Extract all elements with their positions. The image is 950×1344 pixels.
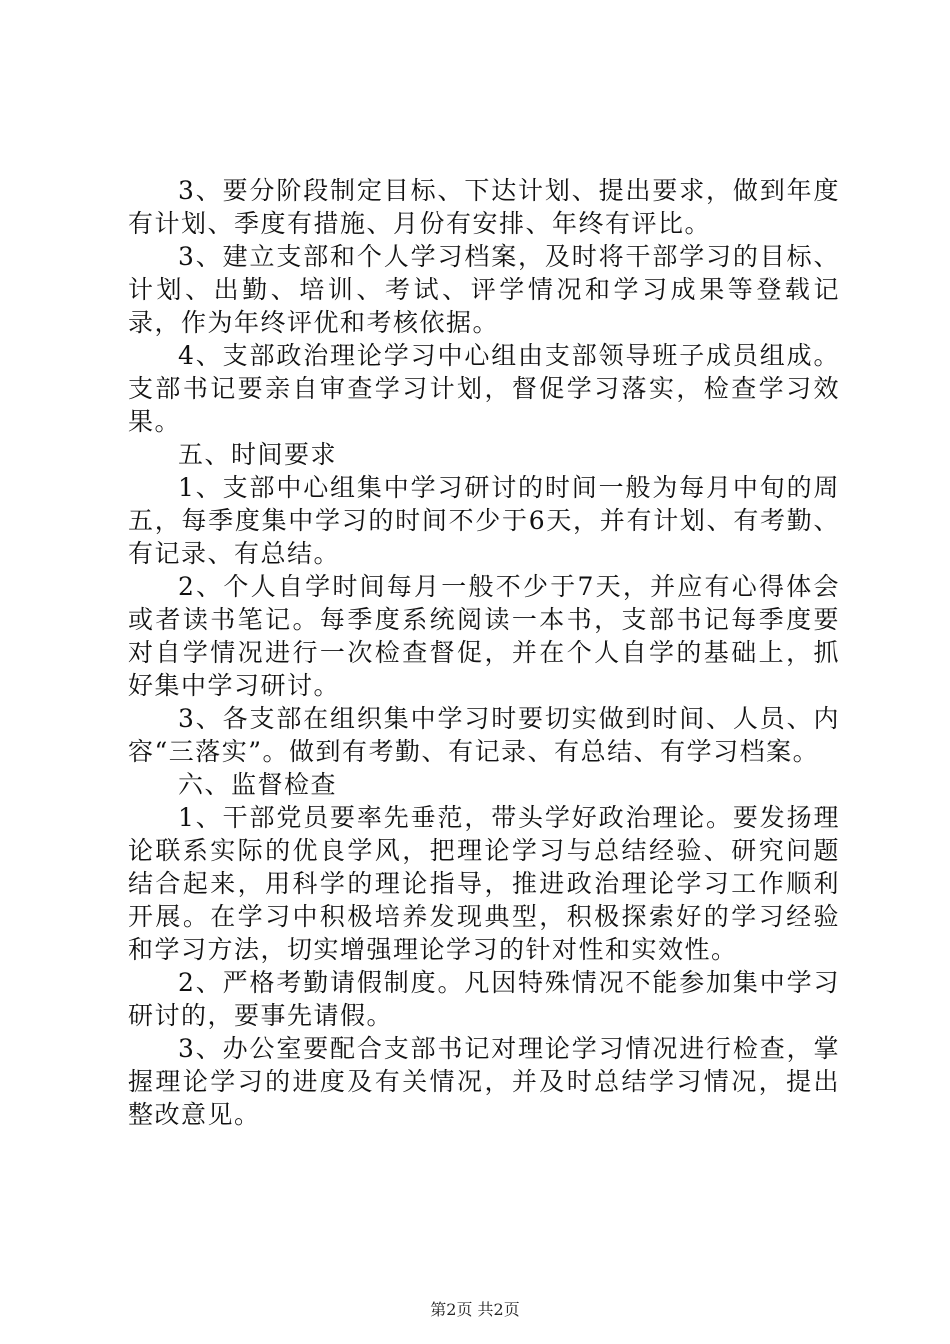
document-body — [128, 174, 840, 1131]
paragraph-self-study-time: 2、个人自学时间每月一般不少于7天，并应有心得体会或者读书笔记。每季度系统阅读一本书，支部书记每季度要对自学情况进行一次检查督促，并在个人自学的基础上，抓好集中学习研讨。 — [128, 572, 840, 700]
paragraph-attendance-leave: 2、严格考勤请假制度。凡因特殊情况不能参加集中学习研讨的，要事先请假。 — [128, 968, 840, 1030]
paragraph-office-inspection: 3、办公室要配合支部书记对理论学习情况进行检查，掌握理论学习的进度及有关情况，并及时总结学习情况，提出整改意见。 — [128, 1034, 840, 1129]
paragraph-lead-by-example: 1、干部党员要率先垂范，带头学好政治理论。要发扬理论联系实际的优良学风，把理论学习与总结经验、研究问题结合起来，用科学的理论指导，推进政治理论学习工作顺利开展。在学习中积极培养发现典型，积极探索好的学习经验和学习方法，切实增强理论学习的针对性和实效性。 — [128, 803, 840, 964]
section-heading-supervision: 六、监督检查 — [178, 770, 338, 799]
page-number-footer: 第2页 共2页 — [430, 1300, 520, 1319]
paragraph-three-implementations: 3、各支部在组织集中学习时要切实做到时间、人员、内容“三落实”。做到有考勤、有记录、有总结、有学习档案。 — [128, 704, 840, 766]
paragraph-staged-goals: 3、要分阶段制定目标、下达计划、提出要求，做到年度有计划、季度有措施、月份有安排、年终有评比。 — [128, 176, 840, 238]
paragraph-central-group: 4、支部政治理论学习中心组由支部领导班子成员组成。支部书记要亲自审查学习计划，督促学习落实，检查学习效果。 — [128, 341, 840, 436]
paragraph-study-archives: 3、建立支部和个人学习档案，及时将干部学习的目标、计划、出勤、培训、考试、评学情况和学习成果等登载记录，作为年终评优和考核依据。 — [128, 242, 840, 337]
paragraph-group-study-time: 1、支部中心组集中学习研讨的时间一般为每月中旬的周五，每季度集中学习的时间不少于6天，并有计划、有考勤、有记录、有总结。 — [128, 473, 840, 568]
section-heading-time-requirements: 五、时间要求 — [178, 440, 338, 469]
